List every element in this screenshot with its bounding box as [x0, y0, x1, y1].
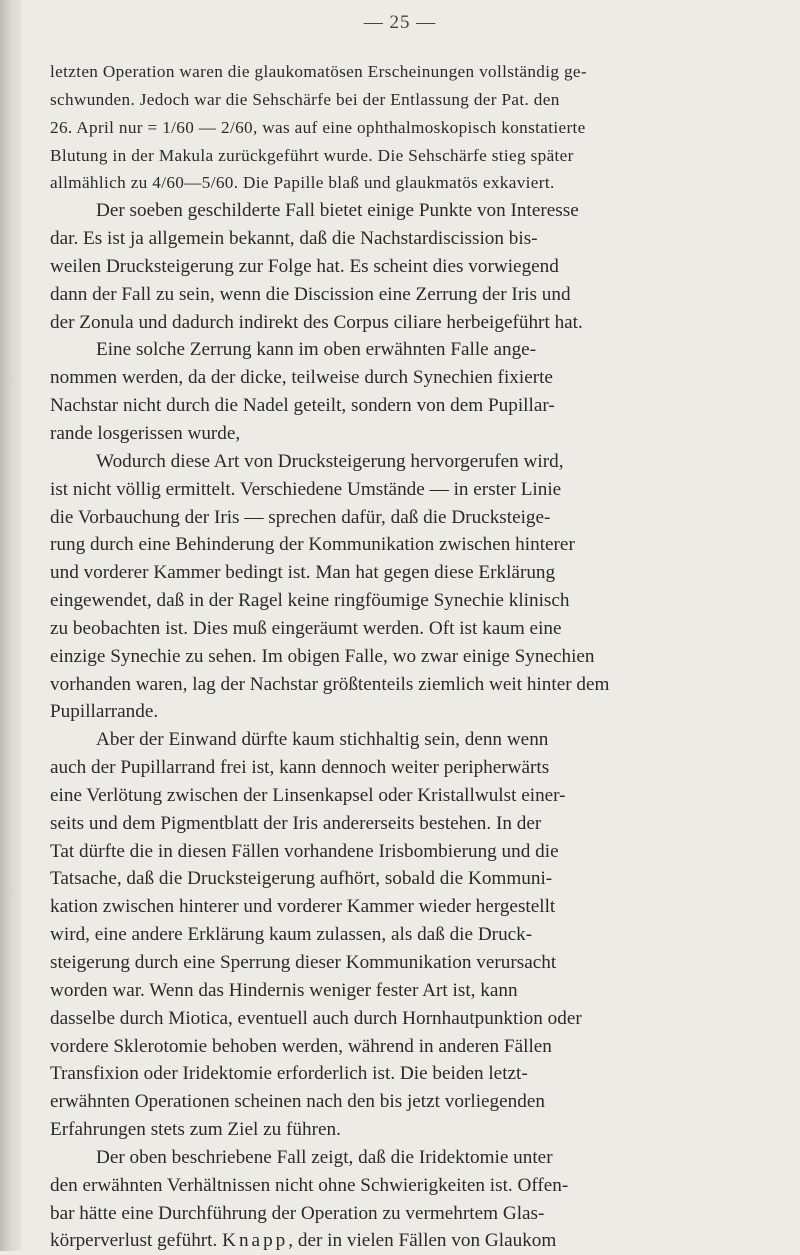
text-segment: , der in vielen Fällen von Glaukom [288, 1230, 557, 1252]
text-line: dasselbe durch Miotica, eventuell auch durch Hornhautpunktion oder [50, 1007, 582, 1029]
text-line: Transfixion oder Iridektomie erforderlich ist. Die beiden letzt- [50, 1063, 528, 1085]
text-line: Tat dürfte die in diesen Fällen vorhandene Irisbombierung und die [50, 840, 559, 862]
text-line: Blutung in der Makula zurückgeführt wurde. Die Sehschärfe stieg später [50, 145, 574, 165]
text-line: vorhanden waren, lag der Nachstar größtenteils ziemlich weit hinter dem [50, 673, 610, 695]
text-line: auch der Pupillarrand frei ist, kann dennoch weiter peripherwärts [50, 757, 550, 779]
text-line: dann der Fall zu sein, wenn die Discission eine Zerrung der Iris und [50, 283, 571, 305]
text-line: steigerung durch eine Sperrung dieser Kommunikation verursacht [50, 952, 557, 973]
author-name-knapp: Knapp [222, 1230, 289, 1252]
text-line: eingewendet, daß in der Ragel keine ringföumige Synechie klinisch [50, 590, 570, 612]
text-line: seits und dem Pigmentblatt der Iris andererseits bestehen. In der [50, 812, 542, 834]
text-line: und vorderer Kammer bedingt ist. Man hat gegen diese Erklärung [50, 562, 556, 584]
paragraph-start: Eine solche Zerrung kann im oben erwähnten Falle ange- [96, 339, 537, 361]
text-line: ist nicht völlig ermittelt. Verschiedene Umstände — in erster Linie [50, 478, 562, 500]
text-line: weilen Drucksteigerung zur Folge hat. Es scheint dies vorwiegend [50, 255, 559, 277]
paragraph-start: Der oben beschriebene Fall zeigt, daß die Iridektomie unter [96, 1146, 553, 1168]
binding-shadow [0, 0, 22, 1251]
text-line: dar. Es ist ja allgemein bekannt, daß die Nachstardiscission bis- [50, 228, 538, 250]
text-line: vordere Sklerotomie behoben werden, während in anderen Fällen [50, 1035, 552, 1057]
text-line: Pupillarrande. [50, 701, 159, 723]
text-segment: körperverlust geführt. [50, 1230, 218, 1252]
paragraph-start: Wodurch diese Art von Drucksteigerung hervorgerufen wird, [96, 450, 564, 472]
text-line: die Vorbauchung der Iris — sprechen dafür, daß die Drucksteige- [50, 506, 551, 528]
text-line: Nachstar nicht durch die Nadel geteilt, sondern von dem Pupillar- [50, 395, 555, 417]
text-line: zu beobachten ist. Dies muß eingeräumt werden. Oft ist kaum eine [50, 617, 562, 639]
text-line: erwähnten Operationen scheinen nach den bis jetzt vorliegenden [50, 1091, 545, 1113]
paragraph-start: Aber der Einwand dürfte kaum stichhaltig sein, denn wenn [96, 729, 549, 751]
text-line: Erfahrungen stets zum Ziel zu führen. [50, 1119, 341, 1141]
text-line: rung durch eine Behinderung der Kommunikation zwischen hinterer [50, 534, 575, 556]
text-line: nommen werden, da der dicke, teilweise durch Synechien fixierte [50, 367, 553, 389]
text-line: rande losgerissen wurde, [50, 422, 241, 444]
page-number: — 25 — [363, 12, 437, 33]
text-line: einzige Synechie zu sehen. Im obigen Falle, wo zwar einige Synechien [50, 645, 595, 667]
text-line: letzten Operation waren die glaukomatösen Erscheinungen vollständig ge- [50, 62, 587, 81]
text-line: allmählich zu 4/60—5/60. Die Papille blaß und glaukmatös exkaviert. [50, 173, 555, 193]
body-text [50, 58, 754, 1255]
text-line: schwunden. Jedoch war die Sehschärfe bei der Entlassung der Pat. den [50, 89, 560, 109]
text-line: wird, eine andere Erklärung kaum zulassen, als daß die Druck- [50, 924, 533, 946]
text-line: worden war. Wenn das Hindernis weniger fester Art ist, kann [50, 979, 518, 1001]
paragraph-start: Der soeben geschilderte Fall bietet einige Punkte von Interesse [96, 200, 579, 222]
text-line: den erwähnten Verhältnissen nicht ohne Schwierigkeiten ist. Offen- [50, 1174, 569, 1196]
text-line: 26. April nur = 1/60 — 2/60, was auf eine ophthalmoskopisch konstatierte [50, 117, 586, 137]
text-line: der Zonula und dadurch indirekt des Corpus ciliare herbeigeführt hat. [50, 311, 583, 333]
text-line: bar hätte eine Durchführung der Operation zu vermehrtem Glas- [50, 1202, 545, 1224]
text-line: kation zwischen hinterer und vorderer Kammer wieder hergestellt [50, 896, 556, 918]
text-line: eine Verlötung zwischen der Linsenkapsel oder Kristallwulst einer- [50, 784, 566, 806]
text-line: Tatsache, daß die Drucksteigerung aufhört, sobald die Kommuni- [50, 868, 553, 890]
